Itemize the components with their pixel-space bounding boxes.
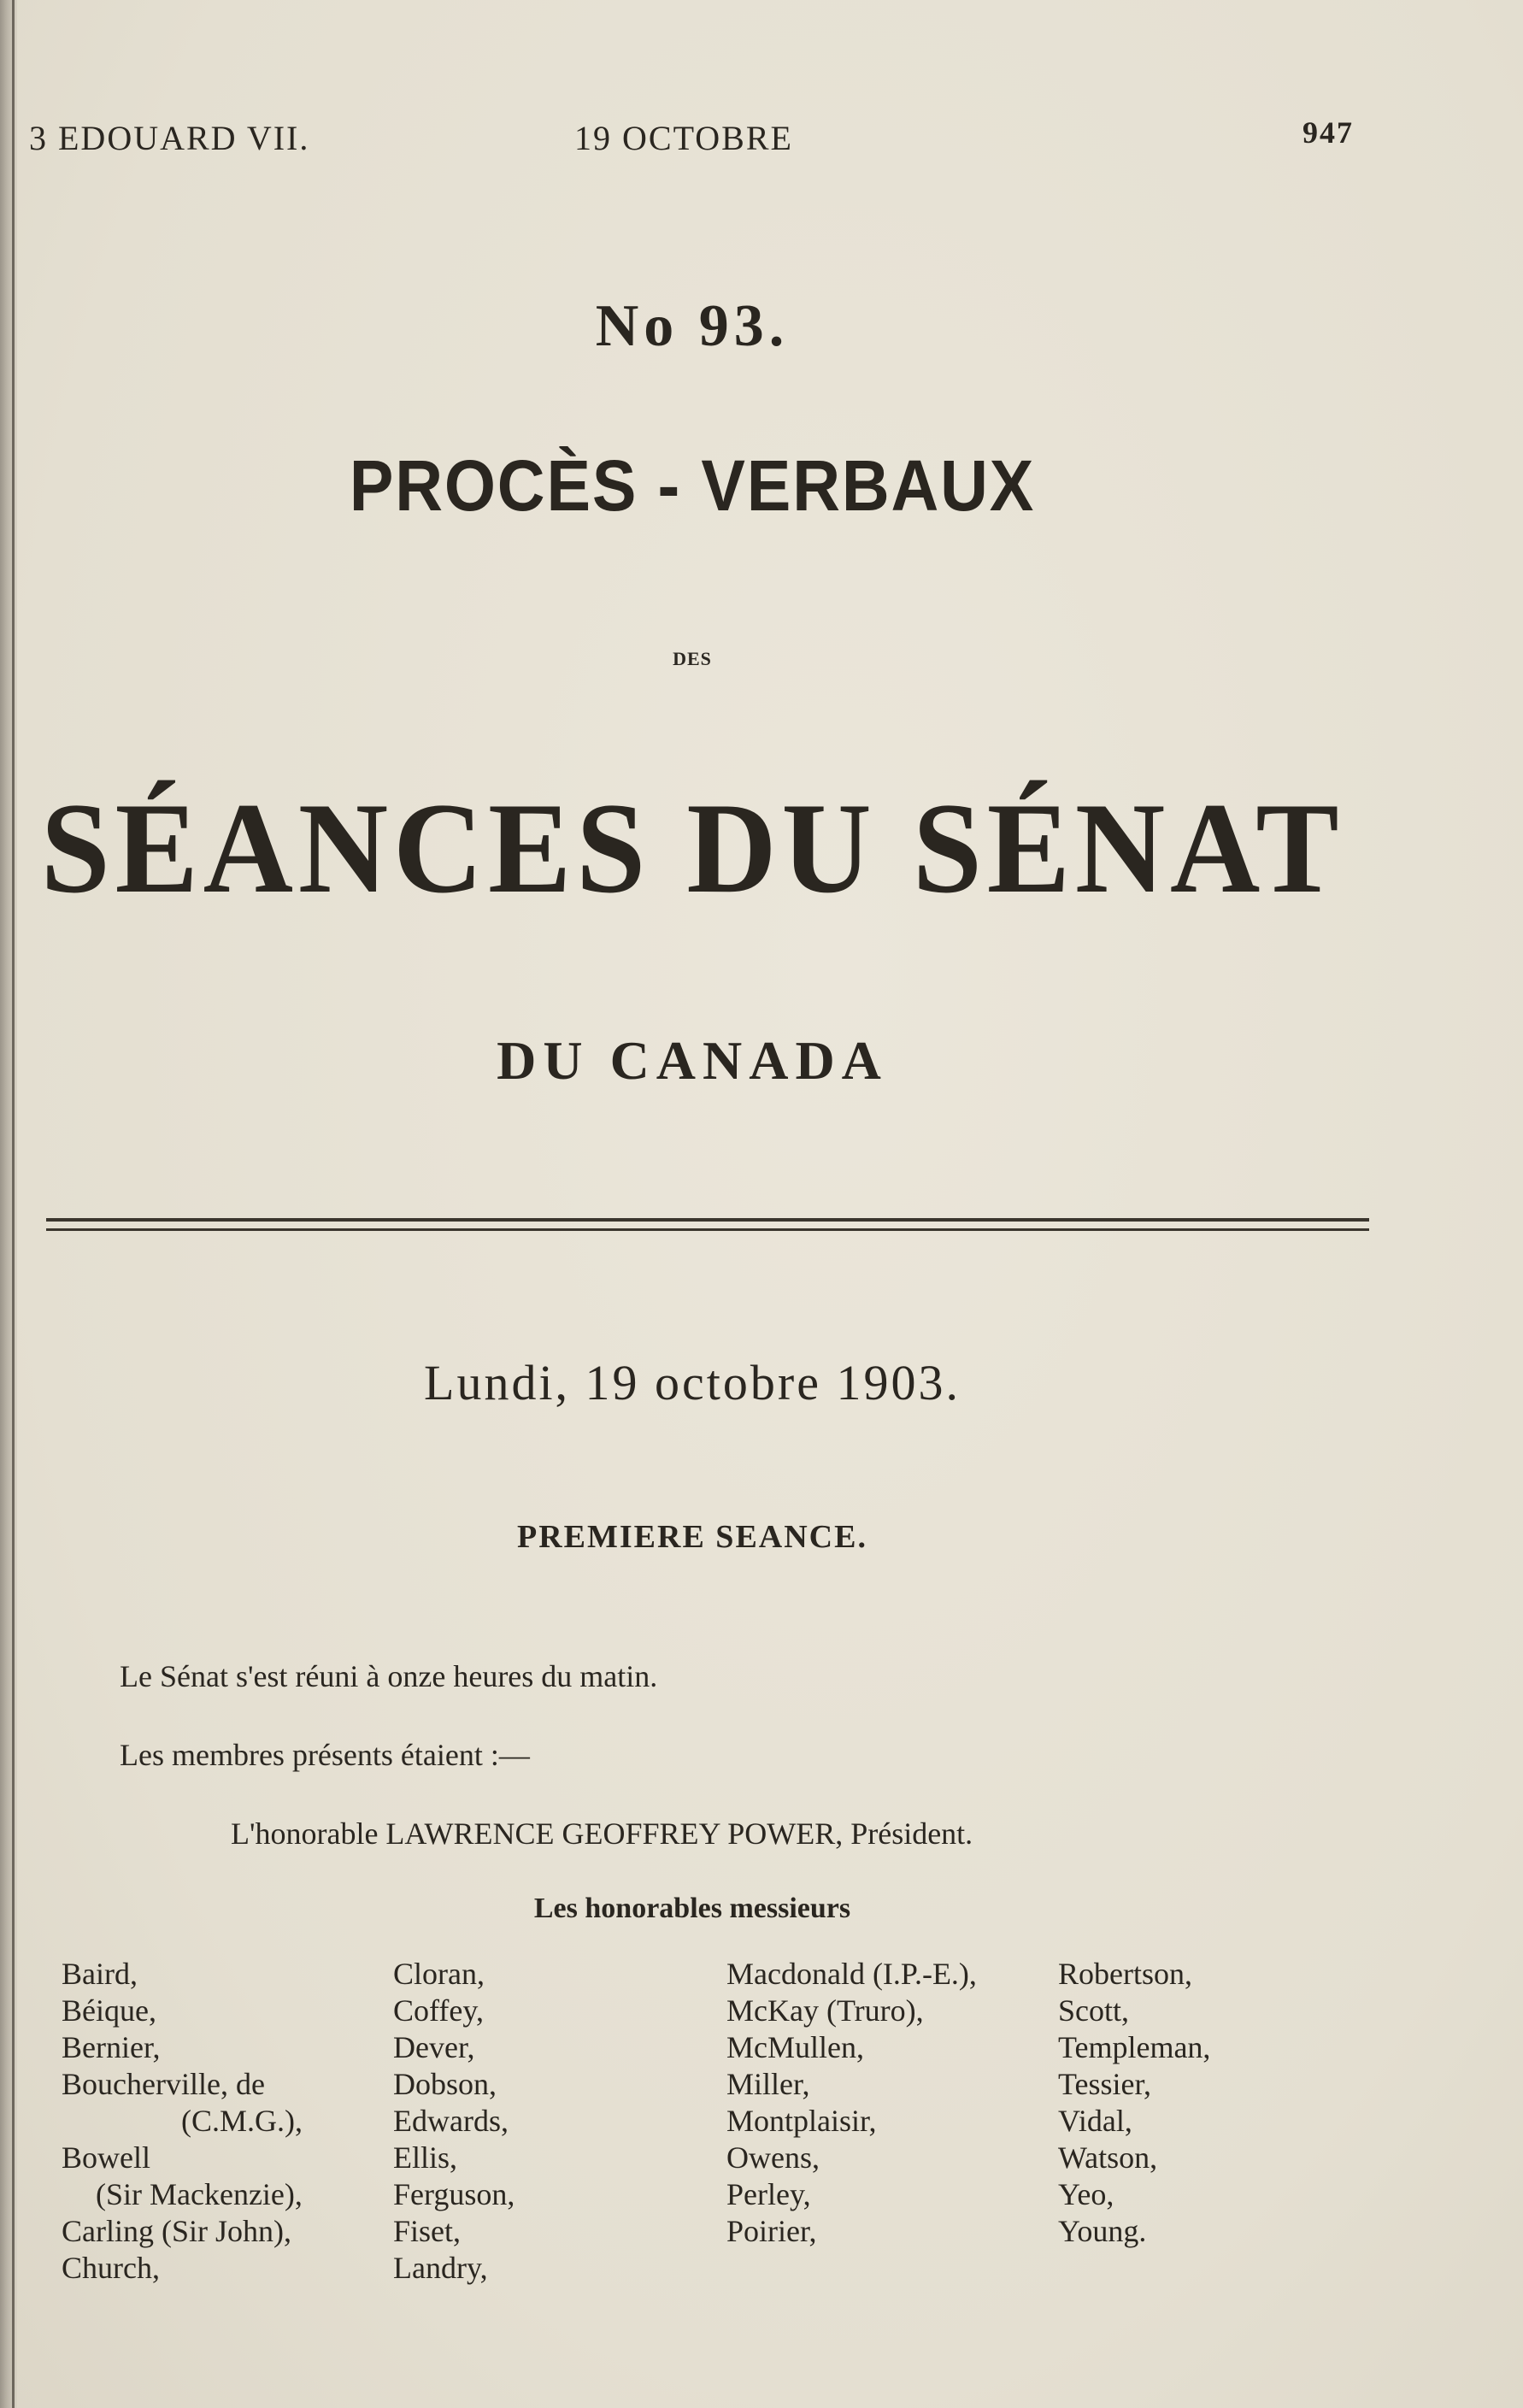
senator-name: Owens, [726, 2140, 820, 2175]
senator-name: Poirier, [726, 2214, 817, 2248]
senator-name: Macdonald (I.P.-E.), [726, 1957, 977, 1991]
opening-statement: Le Sénat s'est réuni à onze heures du matin. [120, 1659, 658, 1693]
title-rule-bottom [46, 1228, 1369, 1231]
senator-name: Ferguson, [393, 2177, 515, 2211]
senator-name: Cloran, [393, 1957, 485, 1991]
senator-name: Vidal, [1058, 2104, 1132, 2138]
senator-name: Montplaisir, [726, 2104, 877, 2138]
senator-name: Templeman, [1058, 2030, 1211, 2064]
session-date: Lundi, 19 octobre 1903. [424, 1355, 961, 1410]
senator-name: Watson, [1058, 2140, 1158, 2175]
running-header-left: 3 EDOUARD VII. [29, 119, 310, 157]
senators-column-2 [393, 1956, 515, 2287]
title-rule-top [46, 1218, 1369, 1222]
session-heading: PREMIERE SEANCE. [517, 1519, 867, 1555]
senators-heading: Les honorables messieurs [533, 1893, 851, 1924]
senator-name: Carling (Sir John), [62, 2214, 291, 2248]
page-spine-line [12, 0, 15, 2408]
senators-column-1 [62, 1956, 303, 2287]
senator-name-continuation: (Sir Mackenzie), [96, 2177, 303, 2211]
senator-name: Béique, [62, 1993, 156, 2028]
senator-name: Perley, [726, 2177, 811, 2211]
senator-name: Tessier, [1058, 2067, 1152, 2101]
senator-name: Yeo, [1058, 2177, 1114, 2211]
present-members-intro: Les membres présents étaient :— [120, 1738, 530, 1772]
senator-name: Young. [1058, 2214, 1147, 2248]
senator-name: Bowell [62, 2140, 150, 2175]
president-line: L'honorable LAWRENCE GEOFFREY POWER, Président. [231, 1816, 973, 1851]
senator-name: McKay (Truro), [726, 1993, 924, 2028]
senator-name: Dobson, [393, 2067, 497, 2101]
title-du-canada: DU CANADA [497, 1030, 888, 1091]
senator-name: Scott, [1058, 1993, 1130, 2028]
senator-name: Landry, [393, 2251, 488, 2285]
senator-name-continuation: (C.M.G.), [181, 2104, 303, 2138]
senators-column-4 [1058, 1956, 1210, 2250]
page-number: 947 [1302, 115, 1354, 150]
senators-column-3 [726, 1956, 977, 2250]
senator-name: Fiset, [393, 2214, 462, 2248]
senator-name: Boucherville, de [62, 2067, 265, 2101]
senator-name: Bernier, [62, 2030, 161, 2064]
senator-name: Edwards, [393, 2104, 509, 2138]
senator-name: Church, [62, 2251, 160, 2285]
page-spine-shadow [0, 0, 17, 2408]
senator-name: Coffey, [393, 1993, 484, 2028]
senator-name: Baird, [62, 1957, 138, 1991]
running-header-date: 19 OCTOBRE [574, 119, 793, 157]
senator-name: Ellis, [393, 2140, 458, 2175]
senator-name: McMullen, [726, 2030, 864, 2064]
issue-number: No 93. [595, 293, 790, 359]
title-proces-verbaux: PROCÈS - VERBAUX [349, 445, 1036, 526]
senator-name: Robertson, [1058, 1957, 1192, 1991]
title-des: DES [673, 648, 712, 669]
senator-name: Miller, [726, 2067, 810, 2101]
title-seances-du-senat: SÉANCES DU SÉNAT [40, 776, 1344, 920]
senator-name: Dever, [393, 2030, 475, 2064]
